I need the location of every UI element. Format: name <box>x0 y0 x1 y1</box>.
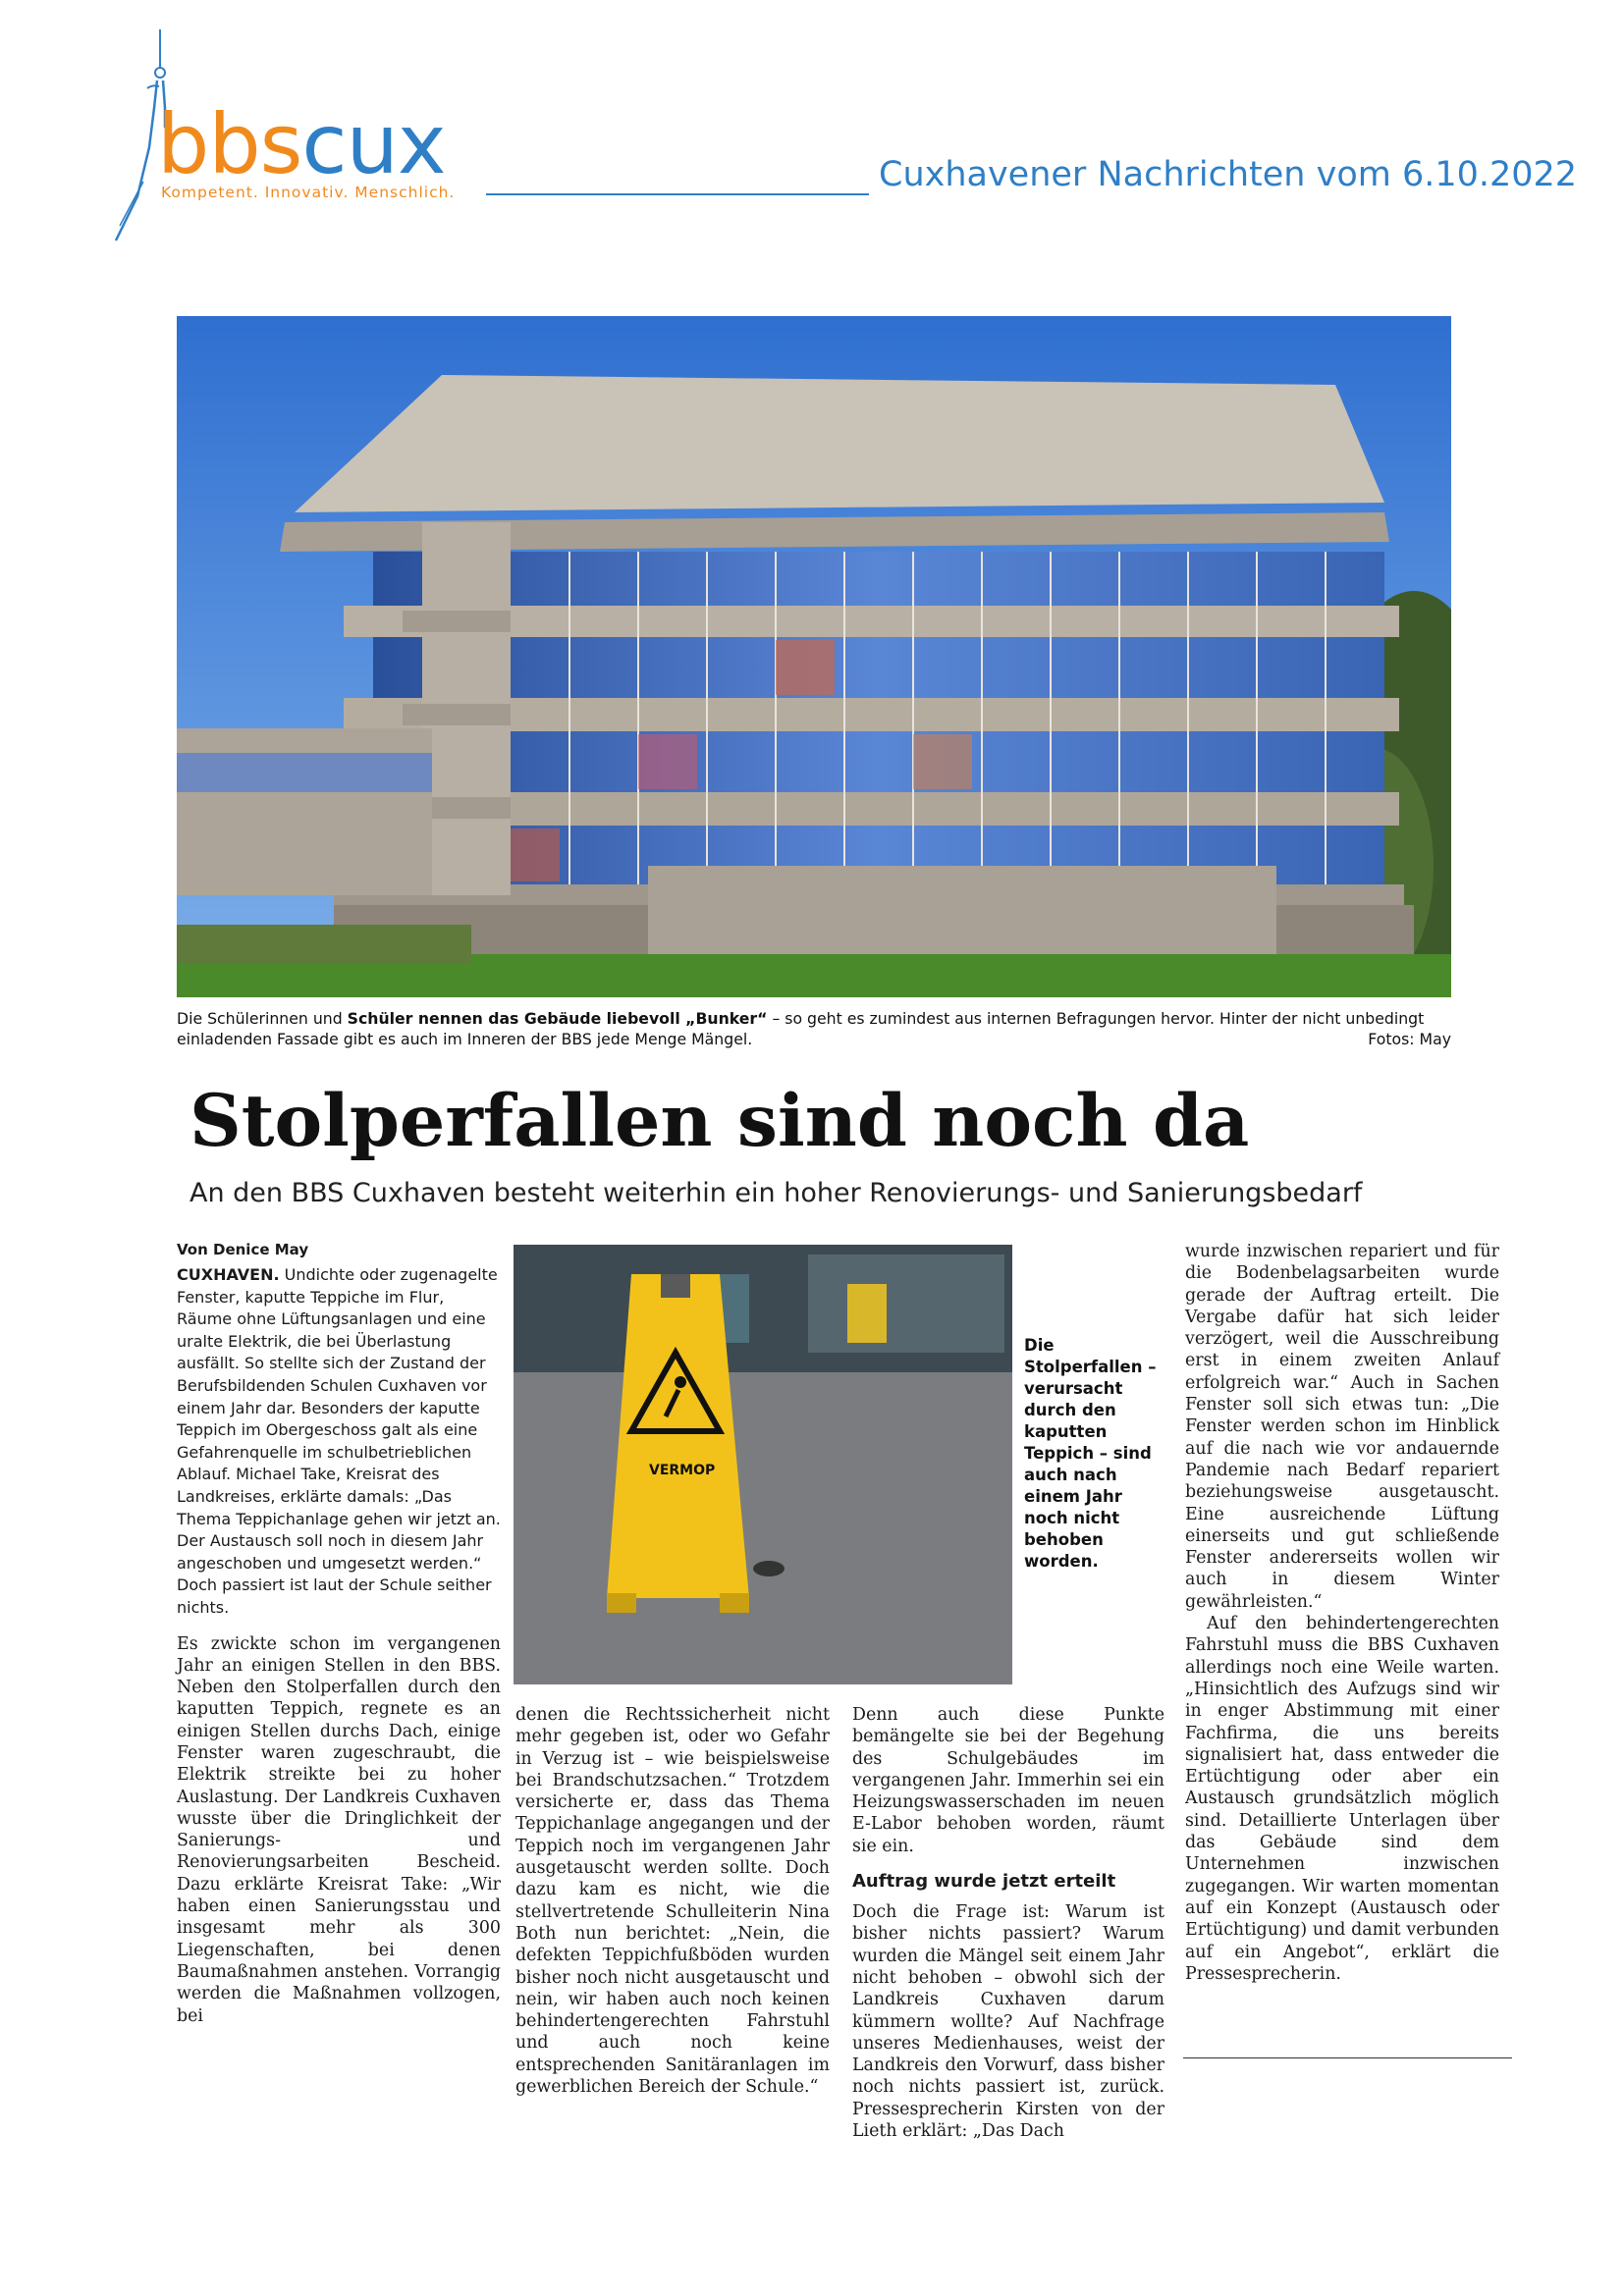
school-building-photo <box>177 316 1451 997</box>
article-column-2: denen die Rechtssicherheit nicht mehr gegeben ist, oder wo Gefahr in Verzug ist – wie beispielsweise bei Brandschutzsachen.“ Trotzdem versicherte er, dass das Thema Teppichanlage angegangen und der Teppich noch im vergangenen Jahr ausgetauscht werden sollte. Doch dazu kam es nicht, wie die stellvertretende Schulleiterin Nina Both nun berichtet: „Nein, die defekten Teppichfußböden wurden bisher noch nicht ausgetauscht und nein, wir haben auch noch keinen behindertengerechten Fahrstuhl und auch noch keine entsprechenden Sanitäranlagen im gewerblichen Bereich der Schule.“ <box>515 1705 830 2098</box>
article-end-rule <box>1183 2057 1512 2058</box>
carpet-caption-text-2: – sind auch nach einem Jahr noch nicht behoben worden. <box>1024 1444 1152 1571</box>
caption-text-1: Die Schülerinnen und <box>177 1009 348 1028</box>
publication-source: Cuxhavener Nachrichten vom 6.10.2022 <box>879 155 1578 194</box>
caption-text-2: – so geht es zumindest aus internen Befragungen hervor. Hinter der nicht unbedingt einladenden Fassade gibt es auch im Inneren der BBS jede Menge Mängel. <box>177 1009 1425 1048</box>
article-column-4 <box>1185 1241 1499 1985</box>
article-subheadline: An den BBS Cuxhaven besteht weiterhin ein hoher Renovierungs- und Sanierungsbedarf <box>189 1178 1363 1208</box>
article-body-1: Es zwickte schon im vergangenen Jahr an einigen Stellen in den BBS. Neben den Stolperfallen durch den kaputten Teppich, regnete es an einigen Stellen durchs Dach, einige Fenster waren zugeschraubt, die Elektrik streikte bei zu hoher Auslastung. Der Landkreis Cuxhaven wusste über die Dringlichkeit der Sanierungs- und Renovierungsarbeiten Bescheid. Dazu erklärte Kreisrat Take: „Wir haben einen Sanierungsstau und insgesamt mehr als 300 Liegenschaften, bei denen Baumaßnahmen anstehen. Vorrangig werden die Maßnahmen vollzogen, bei <box>177 1633 501 2026</box>
article-subhead-auftrag: Auftrag wurde jetzt erteilt <box>852 1871 1116 1893</box>
article-body-3: Denn auch diese Punkte bemängelte sie bei der Begehung des Schulgebäudes im vergangenen Jahr. Immerhin sei ein Heizungswasserschaden im neuen E-Labor behoben worden, räumt sie ein. <box>852 1705 1164 1856</box>
caption-text-bold: Schüler nennen das Gebäude liebevoll „Bunker“ <box>347 1009 768 1028</box>
logo-wordmark: bbscux <box>157 96 446 192</box>
article-headline: Stolperfallen sind noch da <box>189 1079 1250 1163</box>
article-intro <box>177 1264 501 1620</box>
header-rule <box>486 193 869 195</box>
article-body-4b: Auf den behindertengerechten Fahrstuhl muss die BBS Cuxhaven allerdings noch eine Weile warten. „Hinsichtlich des Aufzugs sind wir in enger Abstimmung mit einer Fachfirma, die uns bereits signalisiert hat, dass entweder die Ertüchtigung oder aber ein Austausch grundsätzlich möglich sind. Detaillierte Unterlagen über das Gebäude sind dem Unternehmen inzwischen zugegangen. Wir warten momentan auf ein Konzept (Austausch oder Ertüchtigung) und damit verbunden auf ein Angebot“, erklärt die Pressesprecherin. <box>1185 1614 1499 1984</box>
article-column-3 <box>852 1704 1164 2142</box>
carpet-photo-caption <box>1024 1335 1166 1573</box>
dateline: CUXHAVEN. <box>177 1265 280 1284</box>
article-body-3b: Doch die Frage ist: Warum ist bisher nichts passiert? Warum wurden die Mängel seit einem Jahr nicht behoben – obwohl sich der Landkreis Cuxhaven darum kümmern wollte? Auf Nachfrage unseres Medienhauses, weist der Landkreis den Vorwurf, dass bisher noch nichts passiert ist, zurück. Pressesprecherin Kirsten von der Lieth erklärt: „Das Dach <box>852 1902 1164 2142</box>
article-column-1 <box>177 1241 501 2027</box>
carpet-warning-sign-photo <box>514 1245 1012 1684</box>
logo-slogan: Kompetent. Innovativ. Menschlich. <box>161 184 456 201</box>
carpet-caption-text-1: Die Stolperfallen – verursacht durch den <box>1024 1336 1157 1419</box>
hero-photo-caption <box>177 1008 1451 1049</box>
byline: Von Denice May <box>177 1241 309 1258</box>
article-body-4: wurde inzwischen repariert und für die Bodenbelagsarbeiten wurde gerade der Auftrag erteilt. Die Vergabe dafür hat sich leider verzögert, weil die Ausschreibung erst in einem zweiten Anlauf erfolgreich war.“ Auch in Sachen Fenster soll sich etwas tun: „Die Fenster werden schon im Hinblick auf die nach wie vor andauernde Pandemie nach Bedarf repariert beziehungsweise ausgetauscht. Eine ausreichende Lüftung einerseits und gut schließende Fenster andererseits wollen wir auch in diesem Winter gewährleisten.“ <box>1185 1242 1499 1612</box>
photo-credit: Fotos: May <box>1368 1030 1451 1048</box>
carpet-caption-bold: kaputten Teppich <box>1024 1422 1108 1463</box>
wet-floor-sign-image <box>514 1245 1012 1684</box>
sign-brand-text: VERMOP <box>649 1463 716 1478</box>
school-building-image <box>177 316 1451 997</box>
intro-text: Undichte oder zugenagelte Fenster, kaputte Teppiche im Flur, Räume ohne Lüftungsanlagen und eine uralte Elektrik, die bei Überlastung ausfällt. So stellte sich der Zustand der Berufsbildenden Schulen Cuxhaven vor einem Jahr dar. Besonders der kaputte Teppich im Obergeschoss galt als eine Gefahrenquelle im schulbetrieblichen Ablauf. Michael Take, Kreisrat des Landkreises, erklärte damals: „Das Thema Teppichanlage gehen wir jetzt an. Der Austausch soll noch in diesem Jahr angeschoben und umgesetzt werden.“ Doch passiert ist laut der Schule seither nichts. <box>177 1265 501 1617</box>
